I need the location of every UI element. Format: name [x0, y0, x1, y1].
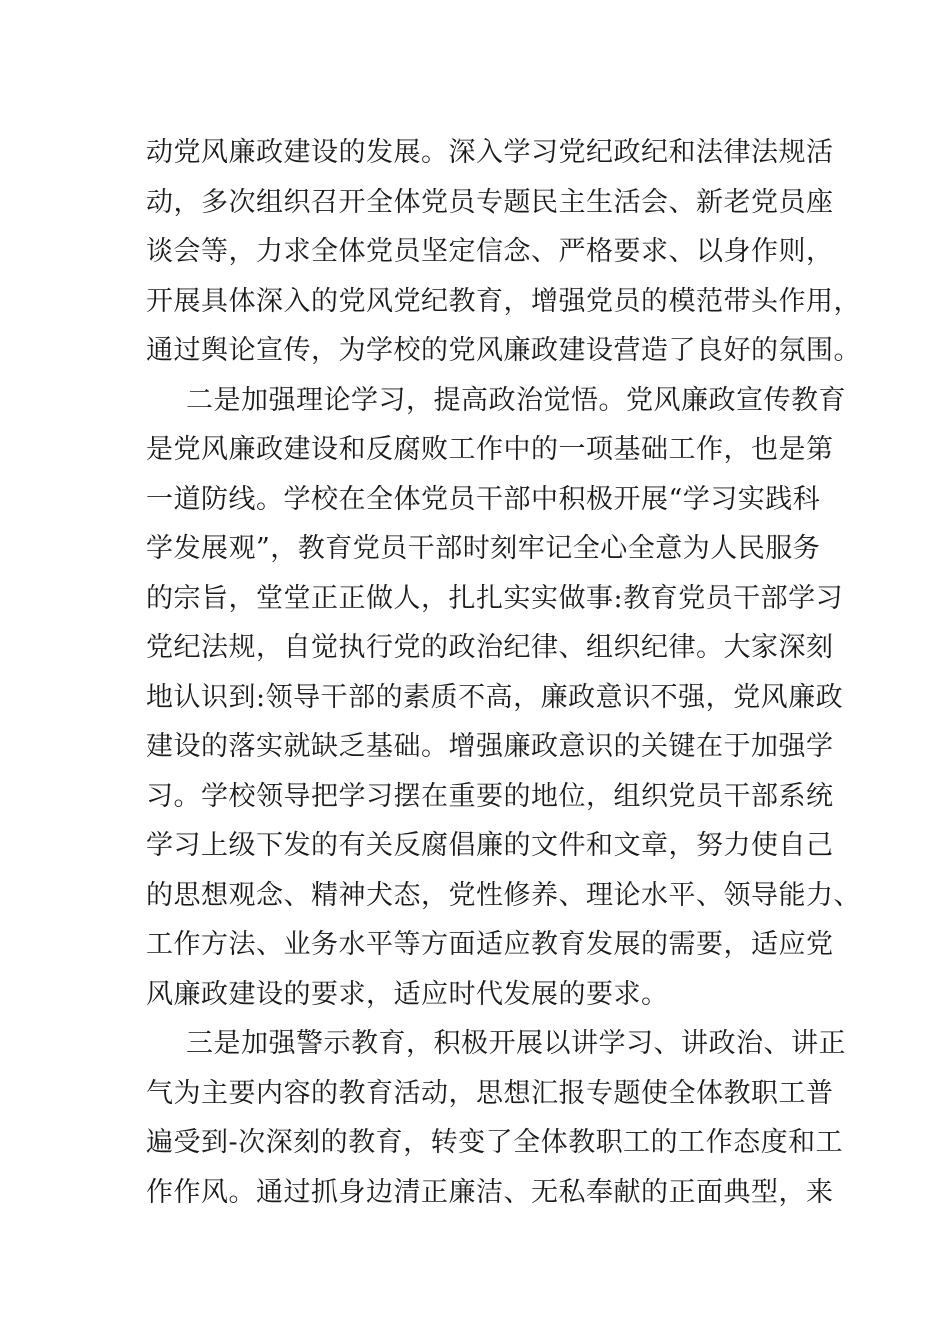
body-text	[146, 128, 861, 1217]
text-line: 工作方法、业务水平等方面适应教育发展的需要，适应党	[146, 929, 834, 960]
text-line: 作作风。通过抓身边清正廉洁、无私奉献的正面典型，来	[146, 1176, 834, 1208]
paragraph-first-line: 二是加强理论学习，提高政治觉悟。党风廉政宣传教育	[186, 384, 846, 416]
text-line: 的思想观念、精神犬态，党性修养、理论水平、领导能力、	[146, 879, 861, 911]
text-line: 动党风廉政建设的发展。深入学习党纪政纪和法律法规活	[146, 137, 834, 168]
text-line: 学发展观”，教育党员干部时刻牢记全心全意为人民服务	[146, 533, 821, 564]
text-line: 开展具体深入的党风党纪教育，增强党员的模范带头作用，	[146, 285, 861, 317]
text-line: 一道防线。学校在全体党员干部中积极开展“学习实践科	[146, 483, 821, 515]
text-line: 通过舆论宣传，为学校的党风廉政建设营造了良好的氛围。	[146, 335, 861, 366]
paragraph-first-line: 三是加强警示教育，积极开展以讲学习、讲政治、讲正	[186, 1028, 846, 1059]
text-line: 是党风廉政建设和反腐败工作中的一项基础工作，也是第	[146, 434, 834, 465]
text-line: 气为主要内容的教育活动，思想汇报专题使全体教职工普	[146, 1077, 834, 1109]
text-line: 动，多次组织召开全体党员专题民主生活会、新老党员座	[146, 186, 834, 218]
text-line: 建设的落实就缺乏基础。增强廉政意识的关键在于加强学	[146, 731, 834, 762]
text-line: 风廉政建设的要求，适应时代发展的要求。	[146, 978, 669, 1010]
text-line: 遍受到-次深刻的教育，转变了全体教职工的工作态度和工	[146, 1127, 844, 1158]
text-line: 地认识到:领导干部的素质不高，廉政意识不强，党风廉政	[146, 681, 844, 713]
text-line: 的宗旨，堂堂正正做人，扎扎实实做事:教育党员干部学习	[146, 582, 844, 614]
text-line: 谈会等，力求全体党员坚定信念、严格要求、以身作则，	[146, 236, 834, 267]
text-line: 习。学校领导把学习摆在重要的地位，组织党员干部系统	[146, 780, 834, 812]
text-line: 党纪法规，自觉执行党的政治纪律、组织纪律。大家深刻	[146, 632, 834, 663]
text-line: 学习上级下发的有关反腐倡廉的文件和文章，努力使自己	[146, 830, 834, 861]
